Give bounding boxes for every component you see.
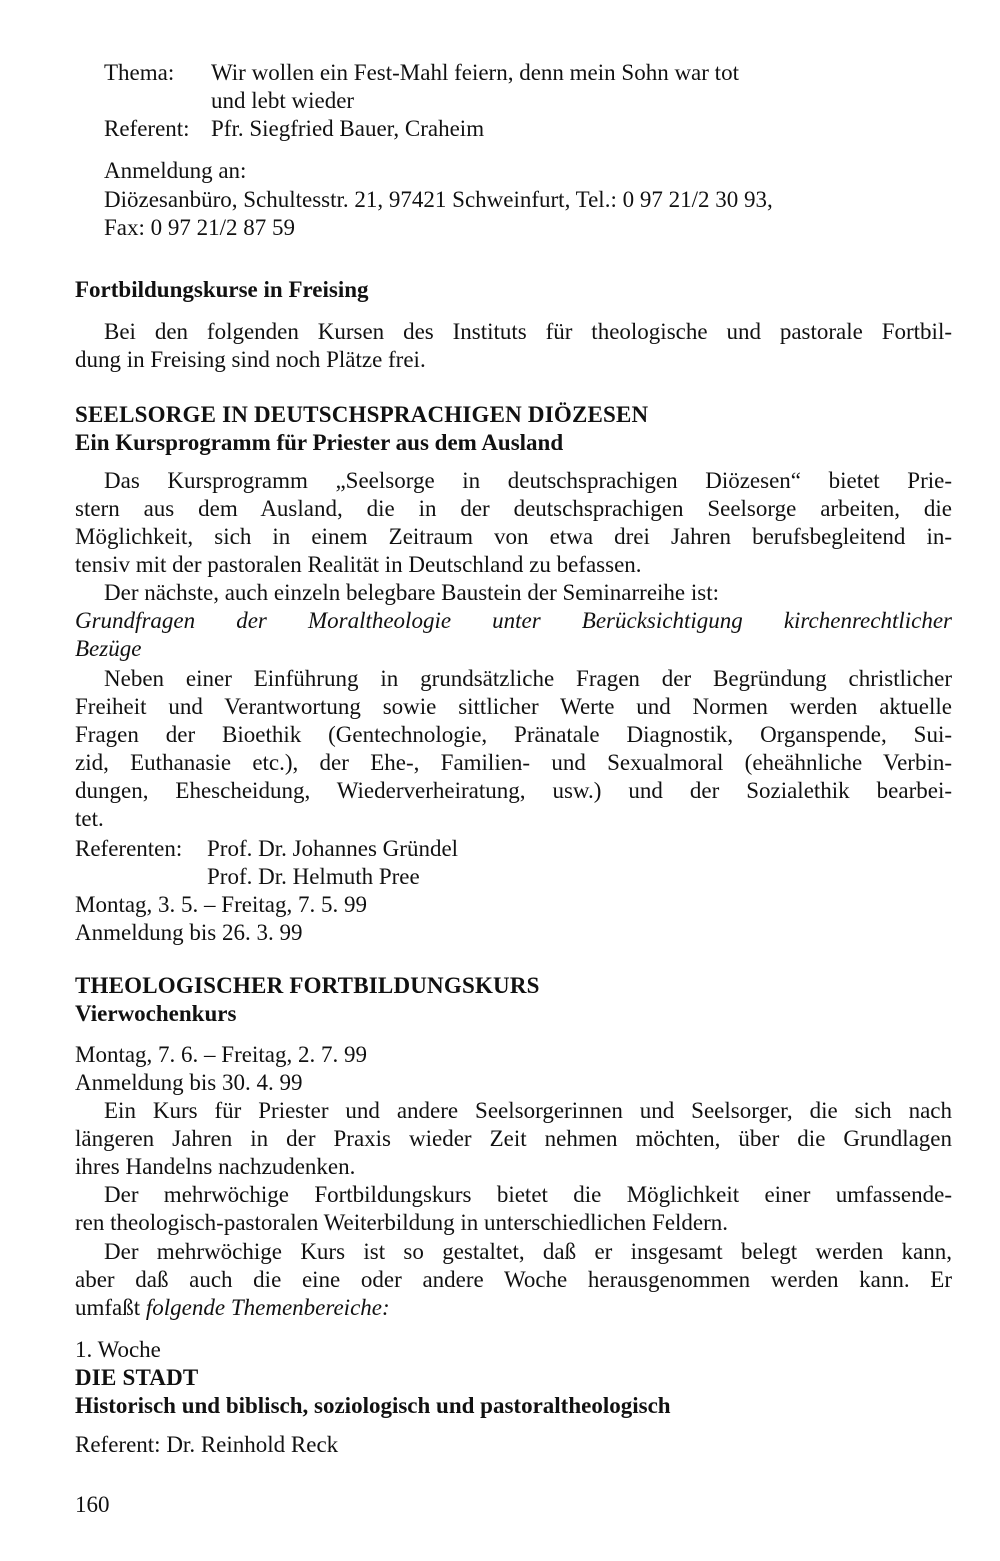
week-label: 1. Woche [75, 1337, 161, 1362]
thema-line-2: und lebt wieder [211, 88, 355, 113]
seelsorge-date: Montag, 3. 5. – Freitag, 7. 5. 99 [75, 892, 367, 917]
address-line-1: Diözesanbüro, Schultesstr. 21, 97421 Schweinfurt, Tel.: 0 97 21/2 30 93, [104, 187, 773, 212]
referent-name: Prof. Dr. Helmuth Pree [207, 864, 420, 889]
week-subtitle: Historisch und biblisch, soziologisch und pastoraltheologisch [75, 1393, 671, 1418]
anmeldung-label: Anmeldung an: [104, 158, 247, 183]
seelsorge-p3-line: Fragen der Bioethik (Gentechnologie, Pränatale Diagnostik, Organspende, Sui- [75, 722, 952, 747]
seelsorge-p1-line: Das Kursprogramm „Seelsorge in deutschsprachigen Diözesen“ bietet Prie- [104, 468, 952, 493]
theologischer-p3-plain: umfaßt [75, 1295, 146, 1320]
page-number: 160 [75, 1492, 110, 1517]
theologischer-p3-line: Der mehrwöchige Kurs ist so gestaltet, daß er insgesamt belegt werden kann, [104, 1239, 952, 1264]
referent-name: Prof. Dr. Johannes Gründel [207, 836, 459, 861]
seelsorge-p1-line: Möglichkeit, sich in einem Zeitraum von etwa drei Jahren berufsbegleitend in- [75, 524, 952, 549]
seelsorge-title: SEELSORGE IN DEUTSCHSPRACHIGEN DIÖZESEN [75, 402, 649, 427]
referenten-label: Referenten: [75, 836, 183, 861]
seelsorge-p3-line: Freiheit und Verantwortung sowie sittlicher Werte und Normen werden aktuelle [75, 694, 952, 719]
theologischer-title: THEOLOGISCHER FORTBILDUNGSKURS [75, 973, 540, 998]
week-referent: Referent: Dr. Reinhold Reck [75, 1432, 339, 1457]
theologischer-date: Montag, 7. 6. – Freitag, 2. 7. 99 [75, 1042, 367, 1067]
theologischer-p1-line: ihres Handelns nachzudenken. [75, 1154, 356, 1179]
theologischer-p1-line: Ein Kurs für Priester und andere Seelsorgerinnen und Seelsorger, die sich nach [104, 1098, 952, 1123]
seelsorge-p3-line: zid, Euthanasie etc.), der Ehe-, Familien- und Sexualmoral (eheähnliche Verbin- [75, 750, 952, 775]
freising-text-line: Bei den folgenden Kursen des Instituts für theologische und pastorale Fortbil- [104, 319, 952, 344]
address-line-2: Fax: 0 97 21/2 87 59 [104, 215, 296, 240]
referent-name: Pfr. Siegfried Bauer, Craheim [211, 116, 485, 141]
theologischer-p2-line: ren theologisch-pastoralen Weiterbildung in unterschiedlichen Feldern. [75, 1210, 729, 1235]
week-title: DIE STADT [75, 1365, 199, 1390]
freising-heading: Fortbildungskurse in Freising [75, 277, 369, 302]
theologischer-p3-last-line [75, 1294, 390, 1322]
theologischer-p1-line: längeren Jahren in der Praxis wieder Zeit nehmen möchten, über die Grundlagen [75, 1126, 952, 1151]
seelsorge-subtitle: Ein Kursprogramm für Priester aus dem Ausland [75, 430, 564, 455]
seelsorge-p3-line: tet. [75, 806, 104, 831]
seelsorge-p2: Der nächste, auch einzeln belegbare Baustein der Seminarreihe ist: [104, 580, 719, 605]
seelsorge-course-title-line: Grundfragen der Moraltheologie unter Berücksichtigung kirchenrechtlicher [75, 608, 952, 633]
freising-text-line: dung in Freising sind noch Plätze frei. [75, 347, 426, 372]
seelsorge-p1-line: stern aus dem Ausland, die in der deutschsprachigen Seelsorge arbeiten, die [75, 496, 952, 521]
thema-label: Thema: [104, 60, 175, 85]
seelsorge-p3-line: Neben einer Einführung in grundsätzliche Fragen der Begründung christlicher [104, 666, 952, 691]
seelsorge-course-title-line: Bezüge [75, 636, 142, 661]
theologischer-anmeldung: Anmeldung bis 30. 4. 99 [75, 1070, 303, 1095]
referent-label: Referent: [104, 116, 190, 141]
theologischer-p3-line: aber daß auch die eine oder andere Woche herausgenommen werden kann. Er [75, 1267, 952, 1292]
theologischer-p3-italic: folgende Themenbereiche: [145, 1295, 390, 1320]
theologischer-p2-line: Der mehrwöchige Fortbildungskurs bietet die Möglichkeit einer umfassende- [104, 1182, 952, 1207]
thema-line-1: Wir wollen ein Fest-Mahl feiern, denn mein Sohn war tot [211, 60, 739, 85]
seelsorge-p1-line: tensiv mit der pastoralen Realität in Deutschland zu befassen. [75, 552, 642, 577]
theologischer-subtitle: Vierwochenkurs [75, 1001, 237, 1026]
seelsorge-p3-line: dungen, Ehescheidung, Wiederverheiratung, usw.) und der Sozialethik bearbei- [75, 778, 952, 803]
seelsorge-anmeldung: Anmeldung bis 26. 3. 99 [75, 920, 303, 945]
